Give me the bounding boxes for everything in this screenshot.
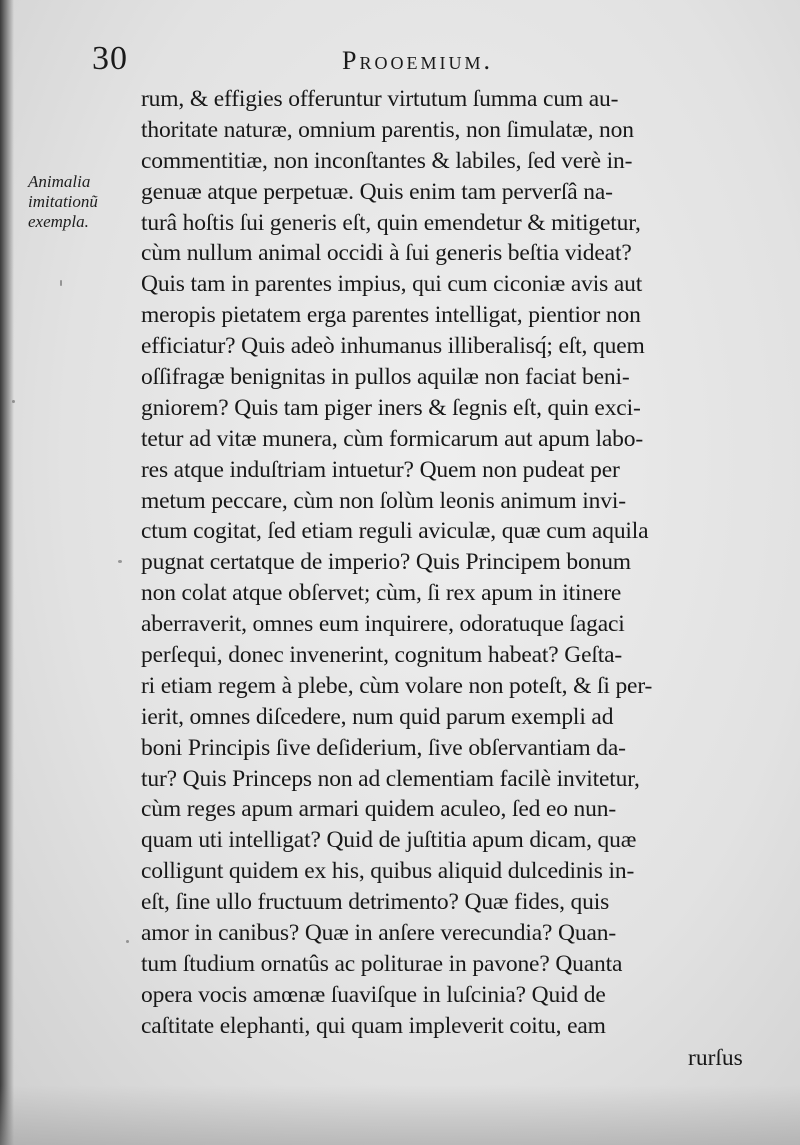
marginal-note xyxy=(28,172,136,232)
text-line: metum peccare, cùm non ſolùm leonis animum invi- xyxy=(141,487,626,514)
page-number: 30 xyxy=(92,40,128,77)
text-line: perſequi, donec invenerint, cognitum habeat? Geſta- xyxy=(141,642,623,669)
text-line: pugnat certatque de imperio? Quis Principem bonum xyxy=(141,549,631,576)
text-line: Quis tam in parentes impius, qui cum ciconiæ avis aut xyxy=(141,271,643,298)
text-line: thoritate naturæ, omnium parentis, non ſimulatæ, non xyxy=(141,116,634,143)
text-line: cùm reges apum armari quidem aculeo, ſed eo nun- xyxy=(141,796,617,823)
text-line: ri etiam regem à plebe, cùm volare non poteſt, & ſi per- xyxy=(141,672,653,699)
ink-speck xyxy=(60,280,62,286)
text-line: cùm nullum animal occidi à ſui generis beſtia videat? xyxy=(141,240,632,267)
text-line: oſſifragæ benignitas in pullos aquilæ non faciat beni- xyxy=(141,364,630,391)
text-line: commentitiæ, non inconſtantes & labiles, ſed verè in- xyxy=(141,147,633,174)
text-line: gniorem? Quis tam piger iners & ſegnis eſt, quin exci- xyxy=(141,394,641,421)
text-line: turâ hoſtis ſui generis eſt, quin emendetur & mitigetur, xyxy=(141,209,641,236)
text-line: res atque induſtriam intuetur? Quem non pudeat per xyxy=(141,456,620,483)
text-line: ierit, omnes diſcedere, num quid parum exempli ad xyxy=(141,703,614,730)
text-line: boni Principis ſive deſiderium, ſive obſervantiam da- xyxy=(141,734,626,761)
running-title: Prooemium. xyxy=(342,46,493,75)
text-line: meropis pietatem erga parentes intelligat, pientior non xyxy=(141,302,641,329)
text-line: tur? Quis Princeps non ad clementiam facilè invitetur, xyxy=(141,765,640,792)
text-line: tum ſtudium ornatûs ac politurae in pavone? Quanta xyxy=(141,950,623,977)
ink-speck xyxy=(126,940,129,943)
text-line: rum, & effigies offeruntur virtutum ſumma cum au- xyxy=(141,86,619,112)
text-line: non colat atque obſervet; cùm, ſi rex apum in itinere xyxy=(141,580,622,607)
page-bottom-shade xyxy=(0,1085,800,1145)
text-line: amor in canibus? Quæ in anſere verecundia? Quan- xyxy=(141,920,617,947)
text-line: aberraverit, omnes eum inquirere, odoratuque ſagaci xyxy=(141,611,625,638)
text-line: ctum cogitat, ſed etiam reguli aviculæ, quæ cum aquila xyxy=(141,518,649,545)
text-line: quam uti intelligat? Quid de juſtitia apum dicam, quæ xyxy=(141,827,637,854)
text-line: caſtitate elephanti, qui quam impleverit coitu, eam xyxy=(141,1012,606,1039)
text-line: opera vocis amœnæ ſuaviſque in luſcinia? Quid de xyxy=(141,981,606,1008)
binding-shadow xyxy=(0,0,14,1145)
marginal-note-line: exempla. xyxy=(28,212,89,231)
text-line: eſt, ſine ullo fructuum detrimento? Quæ fides, quis xyxy=(141,889,610,916)
marginal-note-line: Animalia xyxy=(28,172,91,191)
text-line: genuæ atque perpetuæ. Quis enim tam perverſâ na- xyxy=(141,178,613,205)
text-line: tetur ad vitæ munera, cùm formicarum aut apum labo- xyxy=(141,425,644,452)
catchword: rurſus xyxy=(688,1045,743,1071)
body-text xyxy=(141,84,781,1042)
marginal-note-line: imitationũ xyxy=(28,192,98,211)
ink-speck xyxy=(12,400,15,403)
text-line: efficiatur? Quis adeò inhumanus illiberalisq́; eſt, quem xyxy=(141,333,645,360)
ink-speck xyxy=(118,560,122,563)
page-header xyxy=(92,40,592,84)
text-line: colligunt quidem ex his, quibus aliquid dulcedinis in- xyxy=(141,858,635,885)
